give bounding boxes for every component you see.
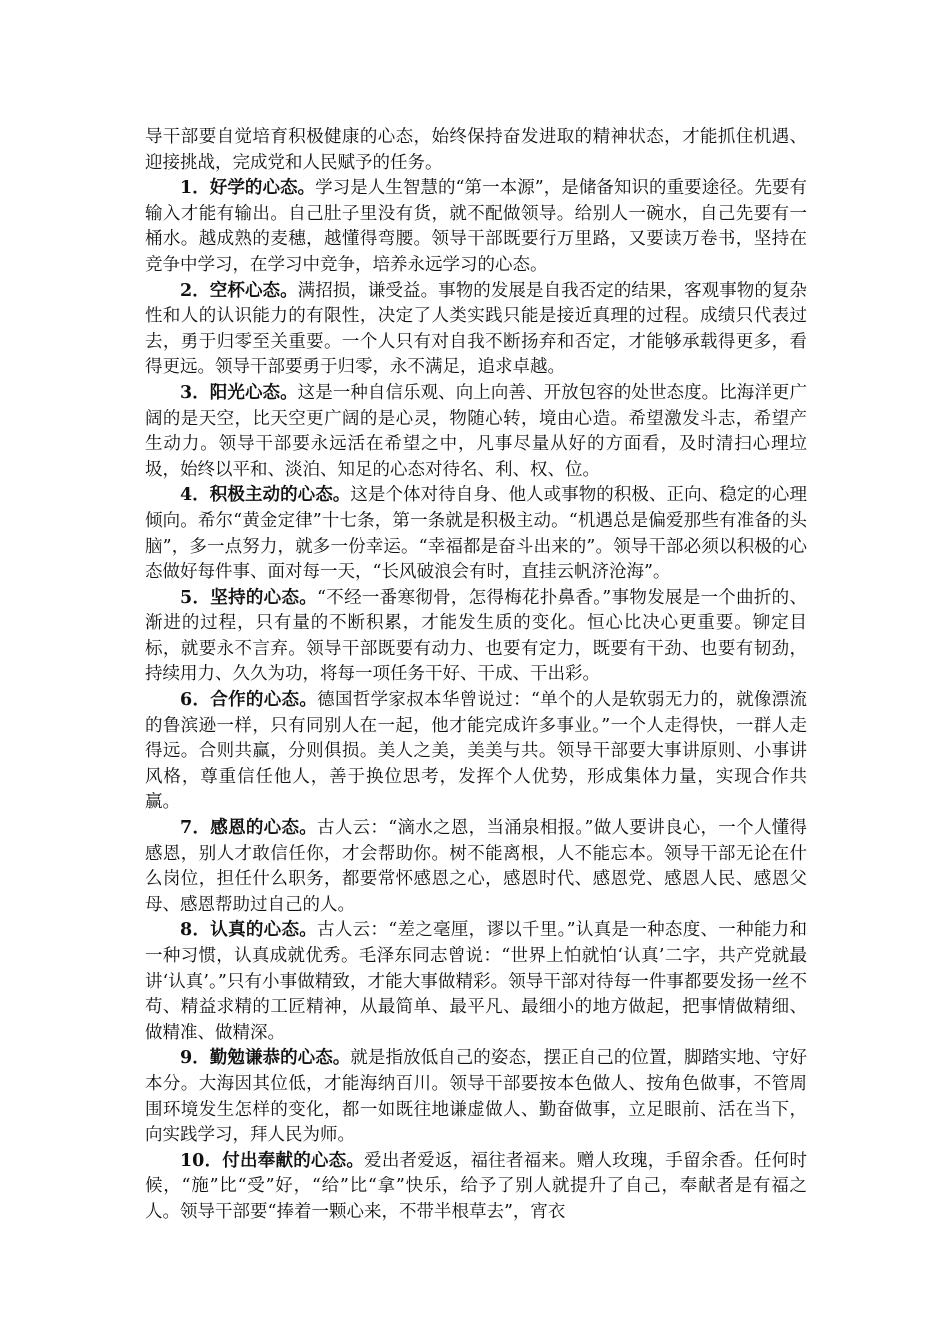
paragraph-7: [145, 816, 807, 918]
heading-1: 1．好学的心态。: [180, 178, 316, 199]
paragraph-9: [145, 1046, 807, 1148]
body-6: 德国哲学家叔本华曾说过：“单个的人是软弱无力的，就像漂流的鲁滨逊一样，只有同别人在一起，他才能完成许多事业。”一个人走得快，一群人走得远。合则共赢，分则俱损。美人之美，美美与共。领导干部要大事讲原则、小事讲风格，尊重信任他人，善于换位思考，发挥个人优势，形成集体力量，实现合作共赢。: [145, 690, 807, 813]
body-5: “不经一番寒彻骨，怎得梅花扑鼻香。”事物发展是一个曲折的、渐进的过程，只有量的不断积累，才能发生质的变化。恒心比决心更重要。铆定目标，就要永不言弃。领导干部既要有动力、也要有定力，既要有干劲、也要有韧劲，持续用力、久久为功，将每一项任务干好、干成、干出彩。: [145, 587, 807, 685]
body-4: 这是个体对待自身、他人或事物的积极、正向、稳定的心理倾向。希尔“黄金定律”十七条，第一条就是积极主动。“机遇总是偏爱那些有准备的头脑”，多一点努力，就多一份幸运。“幸福都是奋斗出来的”。领导干部必须以积极的心态做好每件事、面对每一天，“长风破浪会有时，直挂云帆济沧海”。: [145, 485, 807, 583]
heading-7: 7．感恩的心态。: [180, 818, 318, 839]
paragraph-10: [145, 1149, 807, 1226]
body-9: 就是指放低自己的姿态，摆正自己的位置，脚踏实地、守好本分。大海因其位低，才能海纳百川。领导干部要按本色做人、按角色做事，不管周围环境发生怎样的变化，都一如既往地谦虚做人、勤奋做事，立足眼前、活在当下，向实践学习，拜人民为师。: [145, 1048, 807, 1146]
paragraph-2: [145, 279, 807, 381]
body-2: 满招损，谦受益。事物的发展是自我否定的结果，客观事物的复杂性和人的认识能力的有限性，决定了人类实践只能是接近真理的过程。成绩只代表过去，勇于归零至关重要。一个人只有对自我不断扬弃和否定，才能够承载得更多，看得更远。领导干部要勇于归零，永不满足，追求卓越。: [145, 280, 807, 378]
body-10: 爱出者爱返，福往者福来。赠人玫瑰，手留余香。任何时候，“施”比“受”好，“给”比“拿”快乐，给予了别人就提升了自己，奉献者是有福之人。领导干部要“捧着一颗心来，不带半根草去”，宵衣: [145, 1150, 808, 1222]
paragraph-6: [145, 688, 807, 816]
heading-3: 3．阳光心态。: [180, 382, 298, 403]
body-1: 学习是人生智慧的“第一本源”，是储备知识的重要途径。先要有输入才能有输出。自己肚子里没有货，就不配做领导。给别人一碗水，自己先要有一桶水。越成熟的麦穗，越懂得弯腰。领导干部既要行万里路，又要读万卷书，坚持在竞争中学习，在学习中竞争，培养永远学习的心态。: [145, 178, 807, 275]
intro-paragraph: 导干部要自觉培育积极健康的心态，始终保持奋发进取的精神状态，才能抓住机遇、迎接挑战，完成党和人民赋予的任务。: [145, 127, 807, 173]
paragraph-5: [145, 586, 807, 688]
paragraph-4: [145, 483, 807, 585]
heading-8: 8．认真的心态。: [180, 920, 318, 941]
paragraph-8: [145, 918, 807, 1046]
document-page: [145, 125, 807, 1226]
heading-9: 9．勤勉谦恭的心态。: [180, 1048, 351, 1069]
body-8: 古人云：“差之毫厘，谬以千里。”认真是一种态度、一种能力和一种习惯，认真成就优秀。毛泽东同志曾说：“世界上怕就怕‘认真’二字，共产党就最讲‘认真’。”只有小事做精致，才能大事做精彩。领导干部对待每一件事都要发扬一丝不苟、精益求精的工匠精神，从最简单、最平凡、最细小的地方做起，把事情做精细、做精准、做精深。: [145, 920, 807, 1043]
paragraph-1: [145, 176, 807, 278]
paragraph-3: [145, 381, 807, 483]
body-3: 这是一种自信乐观、向上向善、开放包容的处世态度。比海洋更广阔的是天空，比天空更广阔的是心灵，物随心转，境由心造。希望激发斗志，希望产生动力。领导干部要永远活在希望之中，凡事尽量从好的方面看，及时清扫心理垃圾，始终以平和、淡泊、知足的心态对待名、利、权、位。: [145, 382, 807, 480]
heading-5: 5．坚持的心态。: [180, 587, 318, 608]
body-7: 古人云：“滴水之恩，当涌泉相报。”做人要讲良心，一个人懂得感恩，别人才敢信任你，才会帮助你。树不能离根，人不能忘本。领导干部无论在什么岗位，担任什么职务，都要常怀感恩之心，感恩时代、感恩党、感恩人民、感恩父母、感恩帮助过自己的人。: [145, 818, 807, 915]
heading-10: 10．付出奉献的心态。: [180, 1150, 365, 1171]
heading-2: 2．空杯心态。: [180, 280, 298, 301]
heading-6: 6．合作的心态。: [180, 690, 318, 711]
heading-4: 4．积极主动的心态。: [180, 485, 351, 506]
